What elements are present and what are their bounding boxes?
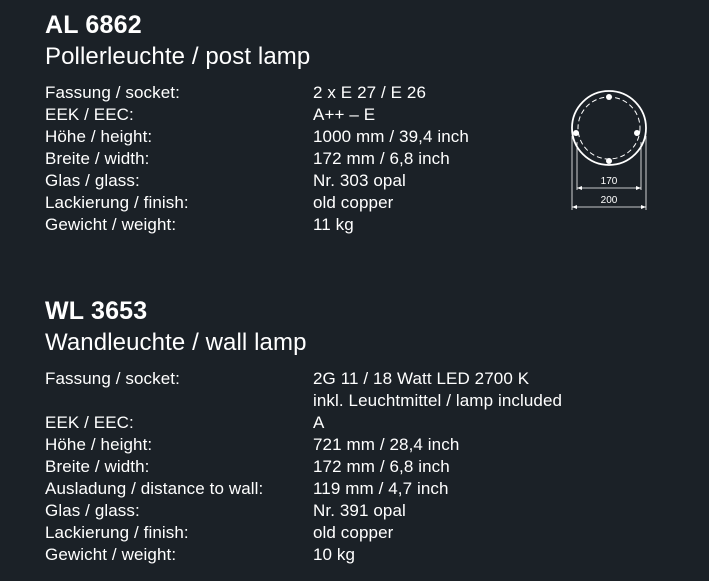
diagram-svg xyxy=(567,86,651,216)
arrow-outer-left xyxy=(572,205,577,209)
spec-row-distance-to-wall xyxy=(45,478,562,500)
outer-dimension-label: 200 xyxy=(600,195,618,206)
product-name: Pollerleuchte / post lamp xyxy=(45,43,311,70)
spec-value-line: 10 kg xyxy=(313,545,356,564)
spec-value-line: 172 mm / 6,8 inch xyxy=(313,457,450,476)
top-view-diagram xyxy=(567,86,651,216)
spec-label: Glas / glass: xyxy=(45,171,140,190)
product-wl-3653 xyxy=(45,296,562,566)
spec-label: Breite / width: xyxy=(45,149,150,168)
spec-value xyxy=(313,500,562,522)
product-al-6862 xyxy=(45,10,469,236)
spec-label: Gewicht / weight: xyxy=(45,215,177,234)
spec-value xyxy=(313,82,469,104)
spec-label: Lackierung / finish: xyxy=(45,193,189,212)
spec-value xyxy=(313,544,562,566)
inner-dimension-label: 170 xyxy=(600,176,618,187)
spec-value xyxy=(313,434,562,456)
product-name: Wandleuchte / wall lamp xyxy=(45,329,307,356)
spec-row-weight xyxy=(45,544,562,566)
spec-label: EEK / EEC: xyxy=(45,105,134,124)
spec-value-line: A xyxy=(313,413,325,432)
spec-row-height xyxy=(45,126,469,148)
spec-row-height xyxy=(45,434,562,456)
spec-value-line: Nr. 391 opal xyxy=(313,501,406,520)
outer-ring xyxy=(572,91,646,165)
spec-value-line: inkl. Leuchtmittel / lamp included xyxy=(313,391,563,410)
mount-point-bottom xyxy=(606,158,612,164)
spec-value-line: 721 mm / 28,4 inch xyxy=(313,435,460,454)
spec-label: Gewicht / weight: xyxy=(45,545,177,564)
spec-row-finish xyxy=(45,522,562,544)
spec-row-socket xyxy=(45,368,562,412)
spec-value-line: 2G 11 / 18 Watt LED 2700 K xyxy=(313,369,530,388)
spec-value-line: 1000 mm / 39,4 inch xyxy=(313,127,469,146)
mount-point-top xyxy=(606,94,612,100)
spec-label: EEK / EEC: xyxy=(45,413,134,432)
spec-label: Glas / glass: xyxy=(45,501,140,520)
spec-row-eec xyxy=(45,412,562,434)
spec-value-line: old copper xyxy=(313,193,394,212)
spec-value-line: 119 mm / 4,7 inch xyxy=(313,479,449,498)
arrow-inner-right xyxy=(636,186,641,190)
spec-value xyxy=(313,522,562,544)
spec-row-width xyxy=(45,456,562,478)
spec-label: Höhe / height: xyxy=(45,435,153,454)
spec-value-line: Nr. 303 opal xyxy=(313,171,406,190)
spec-value xyxy=(313,214,469,236)
spec-label: Fassung / socket: xyxy=(45,369,180,388)
spec-value xyxy=(313,456,562,478)
product-code: WL 3653 xyxy=(45,297,148,325)
spec-row-finish xyxy=(45,192,469,214)
mount-point-left xyxy=(573,130,579,136)
spec-row-glass xyxy=(45,170,469,192)
spec-value xyxy=(313,478,562,500)
spec-value xyxy=(313,412,562,434)
spec-value-line: A++ – E xyxy=(313,105,376,124)
spec-value-line: 11 kg xyxy=(313,215,354,234)
spec-label: Breite / width: xyxy=(45,457,150,476)
product-code: AL 6862 xyxy=(45,11,142,39)
arrow-outer-right xyxy=(641,205,646,209)
spec-row-socket xyxy=(45,82,469,104)
spec-value xyxy=(313,170,469,192)
spec-value xyxy=(313,126,469,148)
spec-value xyxy=(313,148,469,170)
spec-row-glass xyxy=(45,500,562,522)
spec-row-width xyxy=(45,148,469,170)
spec-row-eec xyxy=(45,104,469,126)
spec-label: Fassung / socket: xyxy=(45,83,180,102)
spec-value-line: 2 x E 27 / E 26 xyxy=(313,83,427,102)
spec-label: Lackierung / finish: xyxy=(45,523,189,542)
spec-label: Ausladung / distance to wall: xyxy=(45,479,264,498)
mount-point-right xyxy=(634,130,640,136)
arrow-inner-left xyxy=(577,186,582,190)
spec-value-line: 172 mm / 6,8 inch xyxy=(313,149,450,168)
spec-value xyxy=(313,368,562,412)
inner-ring xyxy=(578,97,640,159)
spec-value-line: old copper xyxy=(313,523,394,542)
spec-label: Höhe / height: xyxy=(45,127,153,146)
spec-value xyxy=(313,104,469,126)
spec-row-weight xyxy=(45,214,469,236)
spec-value xyxy=(313,192,469,214)
